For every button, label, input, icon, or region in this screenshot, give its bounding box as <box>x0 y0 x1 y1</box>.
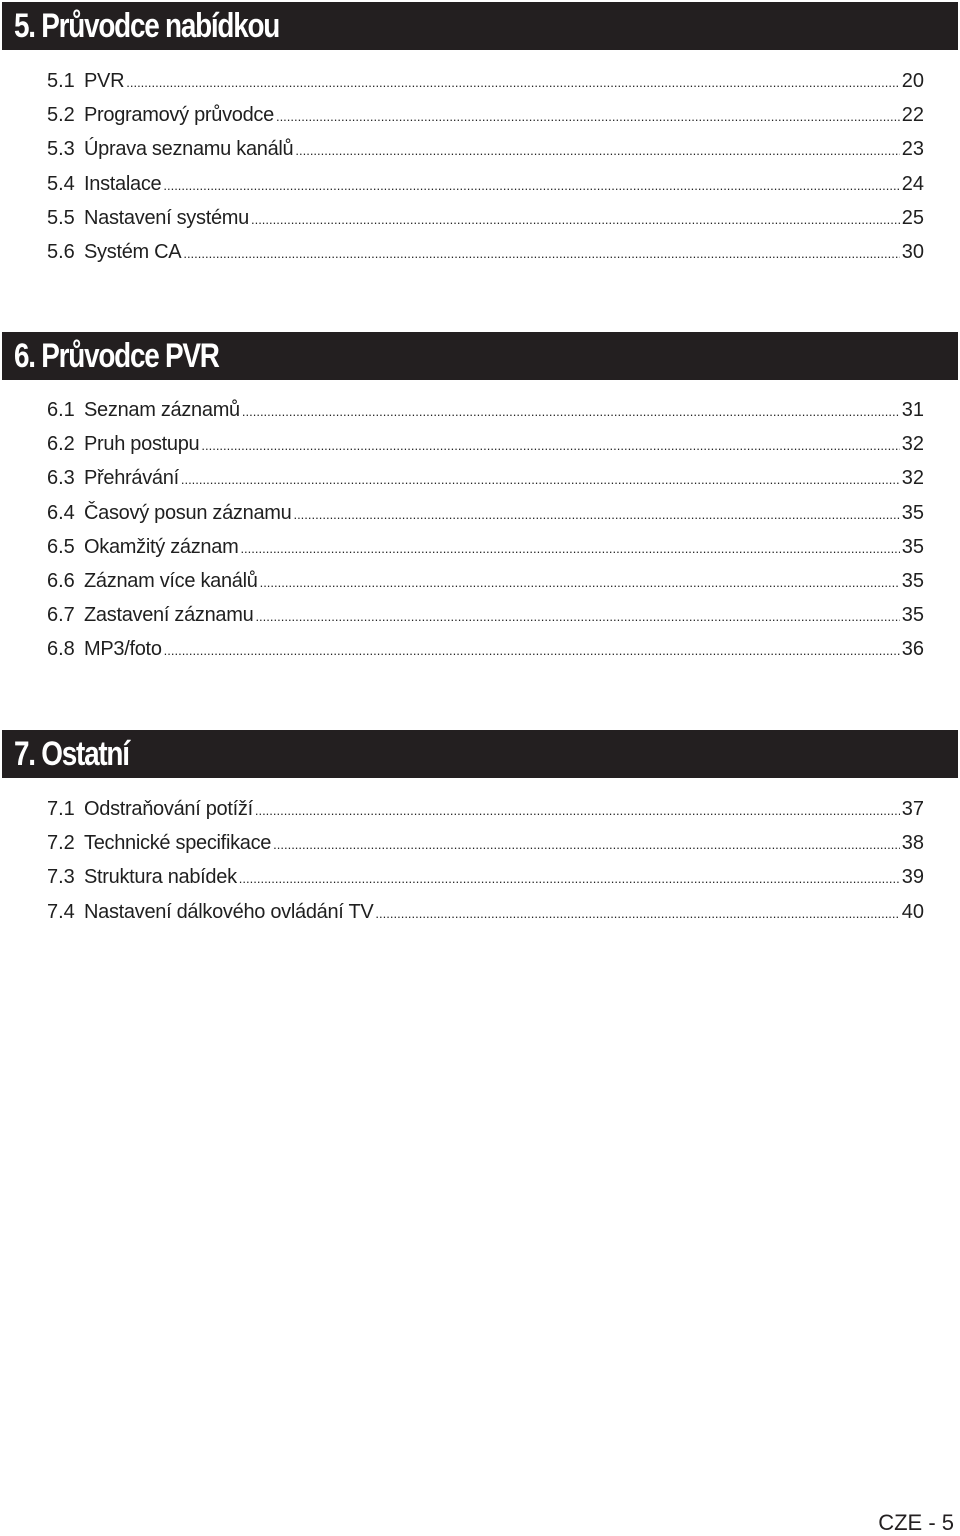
section-title: 6. Průvodce PVR <box>14 336 219 375</box>
toc-entry[interactable] <box>47 798 924 832</box>
toc-entry[interactable] <box>47 901 924 935</box>
toc-entry-label: Okamžitý záznam <box>84 535 239 558</box>
toc-entry-number: 7.4 <box>47 900 75 923</box>
toc-list-5 <box>47 70 924 275</box>
toc-entry-number: 6.2 <box>47 433 75 456</box>
dot-leader <box>201 438 899 453</box>
toc-entry-number: 5.1 <box>47 70 75 92</box>
toc-entry-label: Pruh postupu <box>84 433 200 456</box>
toc-entry-label: Programový průvodce <box>84 104 274 127</box>
toc-entry-page: 23 <box>901 138 924 161</box>
toc-entry-page: 31 <box>901 399 924 421</box>
toc-entry-label: Seznam záznamů <box>84 399 240 421</box>
toc-entry-page: 22 <box>901 104 924 127</box>
toc-entry-page: 35 <box>901 501 924 524</box>
toc-entry-number: 5.5 <box>47 206 75 229</box>
toc-entry[interactable] <box>47 536 924 570</box>
toc-entry[interactable] <box>47 604 924 638</box>
toc-entry-page: 20 <box>901 70 924 92</box>
toc-entry-label: MP3/foto <box>84 638 162 661</box>
toc-entry-label: Časový posun záznamu <box>84 501 292 524</box>
toc-entry-number: 6.1 <box>47 399 75 421</box>
dot-leader <box>375 906 899 921</box>
toc-entry[interactable] <box>47 638 924 672</box>
dot-leader <box>251 212 900 227</box>
toc-entry-label: Zastavení záznamu <box>84 604 254 627</box>
dot-leader <box>183 246 899 261</box>
toc-entry-number: 6.7 <box>47 604 75 627</box>
toc-entry[interactable] <box>47 866 924 900</box>
toc-entry-number: 6.4 <box>47 501 75 524</box>
toc-entry[interactable] <box>47 832 924 866</box>
toc-entry-number: 6.3 <box>47 467 75 490</box>
dot-leader <box>293 507 899 522</box>
section-header-6 <box>2 332 958 380</box>
dot-leader <box>240 541 899 556</box>
dot-leader <box>273 837 900 852</box>
toc-entry-page: 35 <box>901 569 924 592</box>
toc-entry-page: 38 <box>901 832 924 855</box>
toc-entry-number: 6.8 <box>47 638 75 661</box>
toc-entry-label: Nastavení systému <box>84 206 249 229</box>
page-number: CZE - 5 <box>878 1510 954 1535</box>
section-header-5 <box>2 2 958 50</box>
toc-entry-page: 35 <box>901 604 924 627</box>
toc-entry-label: Záznam více kanálů <box>84 569 258 592</box>
toc-entry-page: 32 <box>901 433 924 456</box>
toc-entry[interactable] <box>47 570 924 604</box>
toc-entry[interactable] <box>47 433 924 467</box>
toc-entry[interactable] <box>47 138 924 172</box>
dot-leader <box>126 75 900 90</box>
toc-entry[interactable] <box>47 467 924 501</box>
toc-entry-number: 7.3 <box>47 866 75 889</box>
toc-entry-label: Instalace <box>84 172 162 195</box>
toc-list-7 <box>47 798 924 935</box>
toc-entry[interactable] <box>47 502 924 536</box>
dot-leader <box>276 109 900 124</box>
toc-entry-label: Struktura nabídek <box>84 866 237 889</box>
toc-entry[interactable] <box>47 207 924 241</box>
toc-entry-number: 7.1 <box>47 798 75 820</box>
toc-entry-page: 24 <box>901 172 924 195</box>
toc-entry-number: 5.2 <box>47 104 75 127</box>
toc-entry-number: 6.5 <box>47 535 75 558</box>
dot-leader <box>295 143 899 158</box>
toc-entry-page: 39 <box>901 866 924 889</box>
toc-entry[interactable] <box>47 399 924 433</box>
dot-leader <box>239 871 900 886</box>
dot-leader <box>255 609 899 624</box>
toc-entry-page: 35 <box>901 535 924 558</box>
toc-entry-number: 6.6 <box>47 569 75 592</box>
toc-entry-label: PVR <box>84 70 125 92</box>
dot-leader <box>242 404 900 419</box>
dot-leader <box>164 643 900 658</box>
toc-entry-label: Odstraňování potíží <box>84 798 253 820</box>
toc-entry-number: 5.4 <box>47 172 75 195</box>
toc-entry-page: 36 <box>901 638 924 661</box>
toc-entry-page: 37 <box>901 798 924 820</box>
toc-entry-page: 32 <box>901 467 924 490</box>
dot-leader <box>255 803 900 818</box>
toc-list-6 <box>47 399 924 673</box>
section-title: 7. Ostatní <box>14 734 129 773</box>
section-header-7 <box>2 730 958 778</box>
toc-entry-label: Úprava seznamu kanálů <box>84 138 294 161</box>
section-title: 5. Průvodce nabídkou <box>14 6 280 45</box>
dot-leader <box>181 472 900 487</box>
dot-leader <box>163 178 899 193</box>
dot-leader <box>260 575 900 590</box>
toc-entry-label: Technické specifikace <box>84 832 272 855</box>
toc-entry-page: 30 <box>901 240 924 263</box>
toc-entry[interactable] <box>47 104 924 138</box>
toc-entry-number: 5.6 <box>47 240 75 263</box>
toc-entry-label: Přehrávání <box>84 467 179 490</box>
toc-entry-label: Nastavení dálkového ovládání TV <box>84 900 374 923</box>
toc-entry-page: 25 <box>901 206 924 229</box>
toc-entry-number: 7.2 <box>47 832 75 855</box>
toc-entry[interactable] <box>47 173 924 207</box>
toc-entry-number: 5.3 <box>47 138 75 161</box>
toc-entry[interactable] <box>47 241 924 275</box>
toc-entry[interactable] <box>47 70 924 104</box>
toc-entry-page: 40 <box>901 900 924 923</box>
toc-entry-label: Systém CA <box>84 240 182 263</box>
